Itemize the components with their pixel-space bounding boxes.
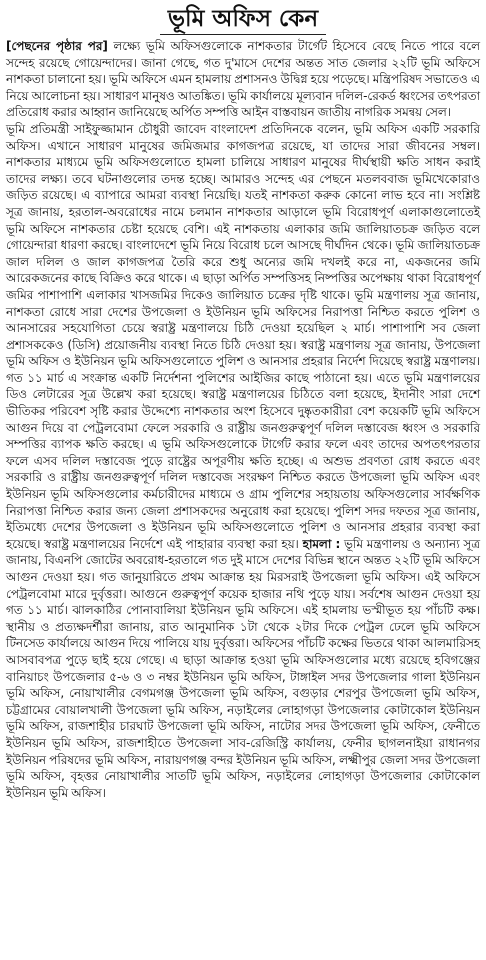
headline-container bbox=[6, 4, 480, 35]
attack-subhead: হামলা : bbox=[302, 536, 341, 551]
article-body bbox=[6, 38, 480, 801]
paragraph-2: ভূমি প্রতিমন্ত্রী সাইফুজ্জামান চৌধুরী জাবেদ বাংলাদেশ প্রতিদিনকে বলেন, ভূমি অফিস একটি সরকারি অফিস। এখানে সাধারণ মানুষের জমিজমার কাগজপত্র রয়েছে, যা তাদের সারা জীবনের সম্বল। নাশকতার মাধ্যমে ভূমি অফিসগুলোতে হামলা চালিয়ে সাধারণ মানুষের দীর্ঘস্থায়ী ক্ষতি সাধন করাই তাদের লক্ষ্য। তবে ঘটনাগুলোর তদন্ত হচ্ছে। আমারও সন্দেহ এর পেছনে মতলববাজ ভূমিখেকোরাও জড়িত রয়েছে। এ ব্যাপারে আমরা ব্যবস্থা নিয়েছি। যতই নাশকতা করুক কোনো লাভ হবে না। সংশ্লিষ্ট সূত্র জানায়, হরতাল-অবরোধের নামে চলমান নাশকতার আড়ালে ভূমি বিরোধপূর্ণ এলাকাগুলোতেই ভূমি অফিসে নাশকতার চেষ্টা হয়েছে বেশি। এই নাশকতায় এলাকার জমি জালিয়াতচক্র জড়িত বলে গোয়েন্দারা ধারণা করছে। বাংলাদেশে ভূমি নিয়ে বিরোধ চলে আসছে দীর্ঘদিন থেকে। ভূমি জালিয়াতচক্র জাল দলিল ও জাল কাগজপত্র তৈরি করে শুধু অন্যের জমি দখলই করে না, একজনের জমি আরেকজনের কাছে বিক্রিও করে থাকে। এ ছাড়া অর্পিত সম্পত্তিসহ নিষ্পত্তির অপেক্ষায় থাকা বিরোধপূর্ণ জমির পাশাপাশি এলাকার খাসজমির দিকেও জালিয়াত চক্রের দৃষ্টি থাকে। ভূমি মন্ত্রণালয় সূত্র জানায়, নাশকতা রোধে সারা দেশের উপজেলা ও ইউনিয়ন ভূমি অফিসের নিরাপত্তা নিশ্চিত করতে পুলিশ ও আনসারের সহযোগিতা চেয়ে স্বরাষ্ট্র মন্ত্রণালয়ে চিঠি দেওয়া হয়েছিল ২ মার্চ। পাশাপাশি সব জেলা প্রশাসককেও (ডিসি) প্রয়োজনীয় ব্যবস্থা নিতে চিঠি দেওয়া হয়। স্বরাষ্ট্র মন্ত্রণালয় সূত্র জানায়, উপজেলা ভূমি অফিস ও ইউনিয়ন ভূমি অফিসগুলোতে পুলিশ ও আনসার প্রহরার নির্দেশ দিয়েছে স্বরাষ্ট্র মন্ত্রণালয়। গত ১১ মার্চ এ সংক্রান্ত একটি নির্দেশনা পুলিশের আইজির কাছে পাঠানো হয়। এতে ভূমি মন্ত্রণালয়ের ডিও লেটারের সূত্র উল্লেখ করা হয়েছে। স্বরাষ্ট্র মন্ত্রণালয়ের চিঠিতে বলা হয়েছে, ইদানীং সারা দেশে ভীতিকর পরিবেশ সৃষ্টি করার উদ্দেশ্যে নাশকতার অংশ হিসেবে দুষ্কৃতকারীরা বেশ কয়েকটি ভূমি অফিসে আগুন দিয়ে বা পেট্রলবোমা ফেলে সরকারি ও রাষ্ট্রীয় জনগুরুত্বপূর্ণ দলিল দস্তাবেজ ধ্বংস ও সরকারি সম্পত্তির ব্যাপক ক্ষতি করছে। এ ভূমি অফিসগুলোকে টার্গেট করার ফলে এবং তাদের অপতৎপরতার ফলে এসব দলিল দস্তাবেজ পুড়ে রাষ্ট্রের অপূরণীয় ক্ষতি হচ্ছে। এ অশুভ প্রবণতা রোধ করতে এবং সরকারি ও রাষ্ট্রীয় জনগুরুত্বপূর্ণ দলিল দস্তাবেজ সংরক্ষণ নিশ্চিত করতে উপজেলা ভূমি অফিস এবং ইউনিয়ন ভূমি অফিসগুলোর কর্মচারীদের মাধ্যমে ও গ্রাম পুলিশের সহায়তায় অফিসগুলোর সার্বক্ষণিক নিরাপত্তা নিশ্চিত করার জন্য জেলা প্রশাসকদের অনুরোধ করা হয়েছে। পুলিশ সদর দফতর সূত্র জানায়, ইতিমধ্যে দেশের উপজেলা ও ইউনিয়ন ভূমি অফিসগুলোতে পুলিশ ও আনসার প্রহরার ব্যবস্থা করা হয়েছে। স্বরাষ্ট্র মন্ত্রণালয়ের নির্দেশে এই পাহারার ব্যবস্থা করা হয়। bbox=[6, 121, 480, 551]
continuation-tag: [পেছনের পৃষ্ঠার পর] bbox=[6, 39, 108, 53]
paragraph-2-tail: ভূমি মন্ত্রণালয় ও অন্যান্য সূত্র জানায়, বিএনপি জোটের অবরোধ-হরতালে গত দুই মাসে দেশের বিভিন্ন স্থানে অন্তত ২২টি ভূমি অফিসে আগুন দেওয়া হয়। গত জানুয়ারিতে প্রথম আক্রান্ত হয় মিরসরাই উপজেলা ভূমি অফিস। এই অফিসে পেট্রলবোমা মারে দুর্বৃত্তরা। আগুনে গুরুত্বপূর্ণ কয়েক হাজার নথি পুড়ে যায়। সর্বশেষ আগুন দেওয়া হয় গত ১১ মার্চ। ঝালকাঠির পোনাবালিয়া ইউনিয়ন ভূমি অফিসে। এই হামলায় ভস্মীভূত হয় পাঁচটি কক্ষ। স্থানীয় ও প্রত্যক্ষদর্শীরা জানায়, রাত আনুমানিক ১টা থেকে ২টার দিকে পেট্রল ঢেলে ভূমি অফিসে টিনসেড কার্যালয়ে আগুন দিয়ে পালিয়ে যায় দুর্বৃত্তরা। অফিসের পাঁচটি কক্ষের ভিতরে থাকা আলমারিসহ আসবাবপত্র পুড়ে ছাই হয়ে গেছে। এ ছাড়া আক্রান্ত হওয়া ভূমি অফিসগুলোর মধ্যে রয়েছে হবিগঞ্জের বানিয়াচং উপজেলার ৫-৬ ও ৩ নম্বর ইউনিয়ন ভূমি অফিস, টাঙ্গাইল সদর উপজেলার গালা ইউনিয়ন ভূমি অফিস, নোয়াখালীর বেগমগঞ্জ উপজেলা ভূমি অফিস, বগুড়ার শেরপুর উপজেলা ভূমি অফিস, চট্টগ্রামের বোয়ালখালী উপজেলা ভূমি অফিস, নড়াইলের লোহাগড়া উপজেলার কোটাকোল ইউনিয়ন ভূমি অফিস, রাজশাহীর চারঘাট উপজেলা ভূমি অফিস, নাটোর সদর উপজেলা ভূমি অফিস, ফেনীতে ইউনিয়ন ভূমি অফিস, রাজশাহীতে উপজেলা সাব-রেজিস্ট্রি কার্যালয়, ফেনীর ছাগলনাইয়া রাধানগর ইউনিয়ন পরিষদের ভূমি অফিস, নারায়ণগঞ্জ বন্দর ইউনিয়ন ভূমি অফিস, লক্ষ্মীপুর জেলা সদর উপজেলা ভূমি অফিস, বৃহত্তর নোয়াখালীর সাতটি ভূমি অফিস, নড়াইলের লোহাগড়া উপজেলার কোটাকোল ইউনিয়ন ভূমি অফিস। bbox=[6, 536, 480, 800]
headline: ভূমি অফিস কেন bbox=[160, 4, 326, 35]
paragraph-1: লক্ষ্যে ভূমি অফিসগুলোকে নাশকতার টার্গেট হিসেবে বেছে নিতে পারে বলে সন্দেহ রয়েছে গোয়েন্দাদের। জানা গেছে, গত দু'মাসে দেশের অন্তত সাত জেলার ২২টি ভূমি অফিসে নাশকতা চালানো হয়। ভূমি অফিসে এমন হামলায় প্রশাসনও উদ্বিগ্ন হয়ে পড়েছে। মন্ত্রিপরিষদ সভাতেও এ নিয়ে আলোচনা হয়। সাধারণ মানুষও আতঙ্কিত। ভূমি কার্যালয়ে মূল্যবান দলিল-রেকর্ড ধ্বংসের তৎপরতা প্রতিরোধ করার আহ্বান জানিয়েছে অর্পিত সম্পত্তি আইন বাস্তবায়ন জাতীয় নাগরিক সমন্বয় সেল। bbox=[6, 39, 480, 120]
